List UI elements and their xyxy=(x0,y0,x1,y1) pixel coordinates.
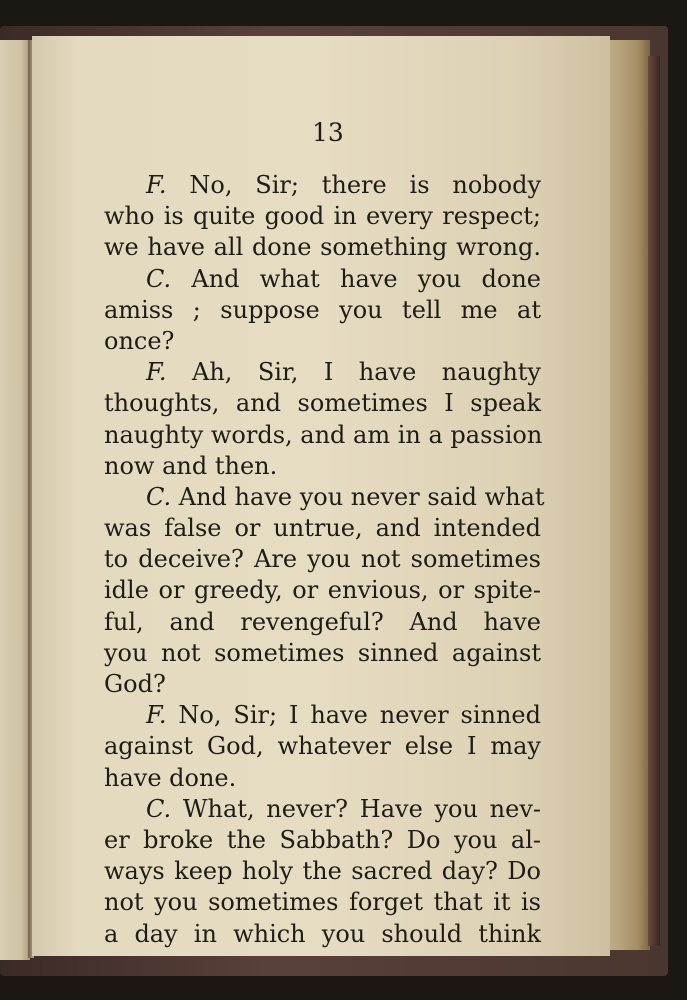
line-text: once? xyxy=(104,326,175,355)
text-line xyxy=(104,232,541,263)
line-text: who is quite good in every respect; xyxy=(104,202,541,231)
line-text: a day in which you should think xyxy=(104,919,541,948)
speaker-label: C. xyxy=(146,482,172,511)
text-line xyxy=(104,513,541,544)
text-line xyxy=(104,887,541,918)
text-line xyxy=(104,326,541,357)
text-line xyxy=(104,451,541,482)
line-text: have done. xyxy=(104,763,237,792)
line-text: No, Sir; I have never sinned xyxy=(166,701,541,730)
line-text: we have all done something wrong. xyxy=(104,233,541,262)
text-line xyxy=(104,763,541,794)
text-line xyxy=(104,731,541,762)
text-line xyxy=(104,295,541,326)
line-text: was false or untrue, and intended xyxy=(104,514,541,543)
text-line xyxy=(104,856,541,887)
text-line xyxy=(104,420,541,451)
speaker-label: F. xyxy=(146,701,167,730)
line-text: ful, and revengeful? And have xyxy=(104,607,541,636)
text-line xyxy=(104,170,541,201)
speaker-label: F. xyxy=(146,358,167,387)
page-text xyxy=(104,170,545,950)
line-text: you not sometimes sinned against xyxy=(104,638,541,667)
line-text: er broke the Sabbath? Do you al- xyxy=(104,825,541,854)
line-text: to deceive? Are you not sometimes xyxy=(104,545,541,574)
line-text: And what have you done xyxy=(171,264,541,293)
line-text: And have you never said what xyxy=(171,482,545,511)
cover-edge xyxy=(648,56,660,946)
line-text: God? xyxy=(104,670,166,698)
text-line xyxy=(104,825,541,856)
text-line xyxy=(104,638,541,669)
line-text: Ah, Sir, I have naughty xyxy=(166,358,541,387)
left-page-edge xyxy=(0,40,30,960)
line-text: against God, whatever else I may xyxy=(104,732,541,761)
text-line xyxy=(104,544,541,575)
line-text: What, never? Have you nev- xyxy=(171,794,541,823)
line-text: naughty words, and am in a passion xyxy=(104,420,543,449)
speaker-label: F. xyxy=(146,171,167,199)
line-text: now and then. xyxy=(104,451,278,480)
text-line xyxy=(104,388,541,419)
line-text: idle or greedy, or envious, or spite- xyxy=(104,576,541,605)
speaker-label: C. xyxy=(146,264,172,293)
line-text: amiss ; suppose you tell me at xyxy=(104,295,541,324)
line-text: ways keep holy the sacred day? Do xyxy=(104,857,541,886)
text-line xyxy=(104,669,541,700)
text-line xyxy=(104,607,541,638)
line-text: thoughts, and sometimes I speak xyxy=(104,389,541,418)
text-line xyxy=(104,264,541,295)
speaker-label: C. xyxy=(146,794,172,823)
text-line xyxy=(104,575,541,606)
text-line xyxy=(104,357,541,388)
text-line xyxy=(104,919,541,950)
line-text: not you sometimes forget that it is xyxy=(104,888,541,917)
text-line xyxy=(104,482,545,513)
page-stack-edge xyxy=(606,40,650,950)
text-line xyxy=(104,794,541,825)
text-line xyxy=(104,201,541,232)
line-text: No, Sir; there is nobody xyxy=(166,171,541,199)
text-line xyxy=(104,700,541,731)
page-number: 13 xyxy=(312,118,344,147)
